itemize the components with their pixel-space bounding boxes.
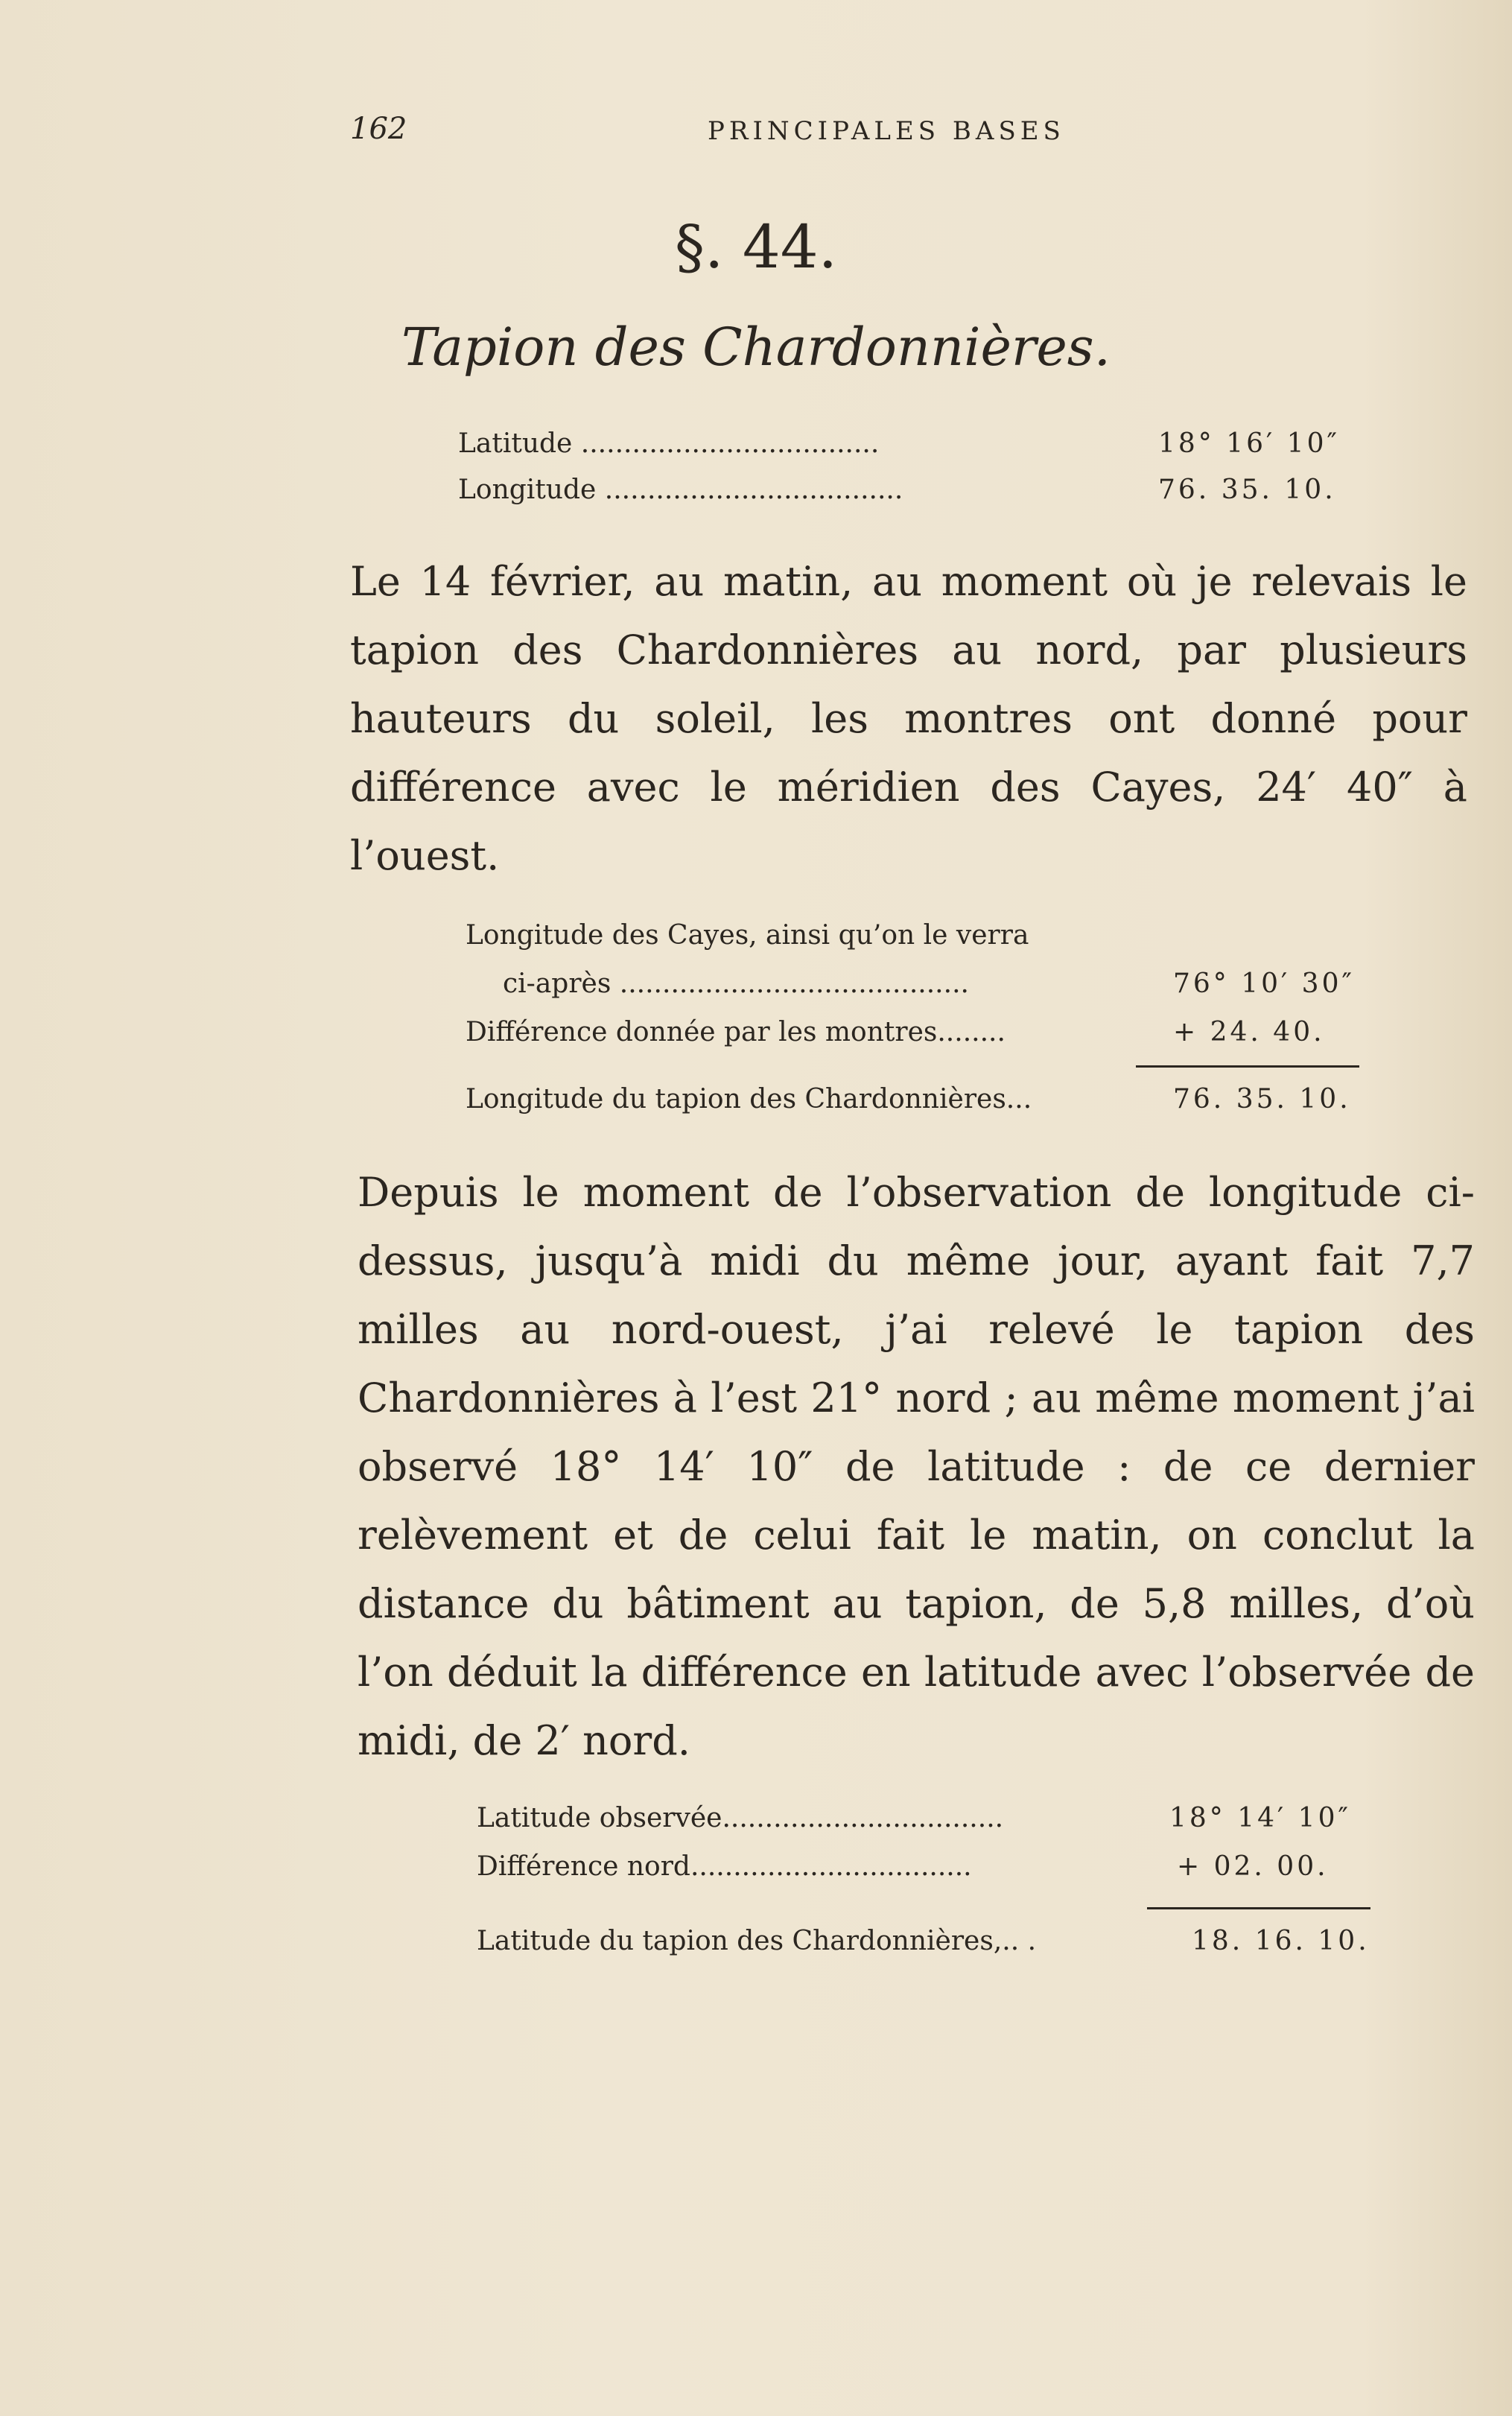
longitude-table (466, 920, 1367, 1129)
table-label: Différence nord................................. (477, 1851, 972, 1882)
table-label: Longitude des Cayes, ainsi qu’on le verra (466, 920, 1029, 951)
coord-label: Longitude ................................... (458, 475, 903, 505)
table-row (466, 920, 1029, 951)
page-number: 162 (350, 112, 407, 146)
sum-rule (1136, 1065, 1359, 1068)
table-value: + 02. 00. (1177, 1851, 1329, 1882)
section-number: §. 44. (674, 212, 838, 282)
table-value: 18. 16. 10. (1192, 1926, 1370, 1956)
table-row (477, 1851, 1329, 1882)
table-row-total (466, 1084, 1351, 1115)
page-header (350, 112, 1363, 156)
coordinates-table (458, 428, 1367, 510)
table-label: Différence donnée par les montres........ (466, 1017, 1006, 1047)
coord-row-latitude (458, 428, 1340, 459)
paragraph-1: Le 14 février, au matin, au moment où je relevais le tapion des Chardonnières au nord, par plusieurs hauteurs du soleil, les montres ont donné pour différence avec le méridien des Cayes, 24′ 40″ à l’ouest. (350, 558, 1467, 879)
table-label: Latitude observée................................. (477, 1803, 1004, 1833)
table-label: ci-après ......................................... (503, 968, 969, 999)
paragraph-2: Depuis le moment de l’observation de longitude ci-dessus, jusqu’à midi du même jour, ayant fait 7,7 milles au nord-ouest, j’ai relevé le tapion des Chardonnières à l’est 21° nord ; au même moment j’ai observé 18° 14′ 10″ de latitude : de ce dernier relèvement et de celui fait le matin, on conclut la distance du bâtiment au tapion, de 5,8 milles, d’où l’on déduit la différence en latitude avec l’observée de midi, de 2′ nord. (358, 1169, 1475, 1764)
section-title: Tapion des Chardonnières. (401, 317, 1111, 378)
running-head: PRINCIPALES BASES (708, 116, 1065, 146)
table-value: 18° 14′ 10″ (1169, 1803, 1351, 1833)
coord-value: 18° 16′ 10″ (1158, 428, 1340, 459)
coord-label: Latitude ................................... (458, 428, 880, 459)
table-row (503, 968, 1355, 999)
coord-value: 76. 35. 10. (1158, 475, 1336, 505)
table-row (477, 1803, 1351, 1833)
latitude-table (477, 1803, 1385, 1967)
sum-rule (1147, 1907, 1370, 1909)
coord-row-longitude (458, 475, 1336, 505)
table-label: Longitude du tapion des Chardonnières... (466, 1084, 1032, 1115)
table-label: Latitude du tapion des Chardonnières,.. . (477, 1926, 1037, 1956)
table-value: 76. 35. 10. (1173, 1084, 1351, 1115)
table-row-total (477, 1926, 1370, 1956)
table-row (466, 1017, 1325, 1047)
table-value: 76° 10′ 30″ (1173, 968, 1355, 999)
table-value: + 24. 40. (1173, 1017, 1325, 1047)
